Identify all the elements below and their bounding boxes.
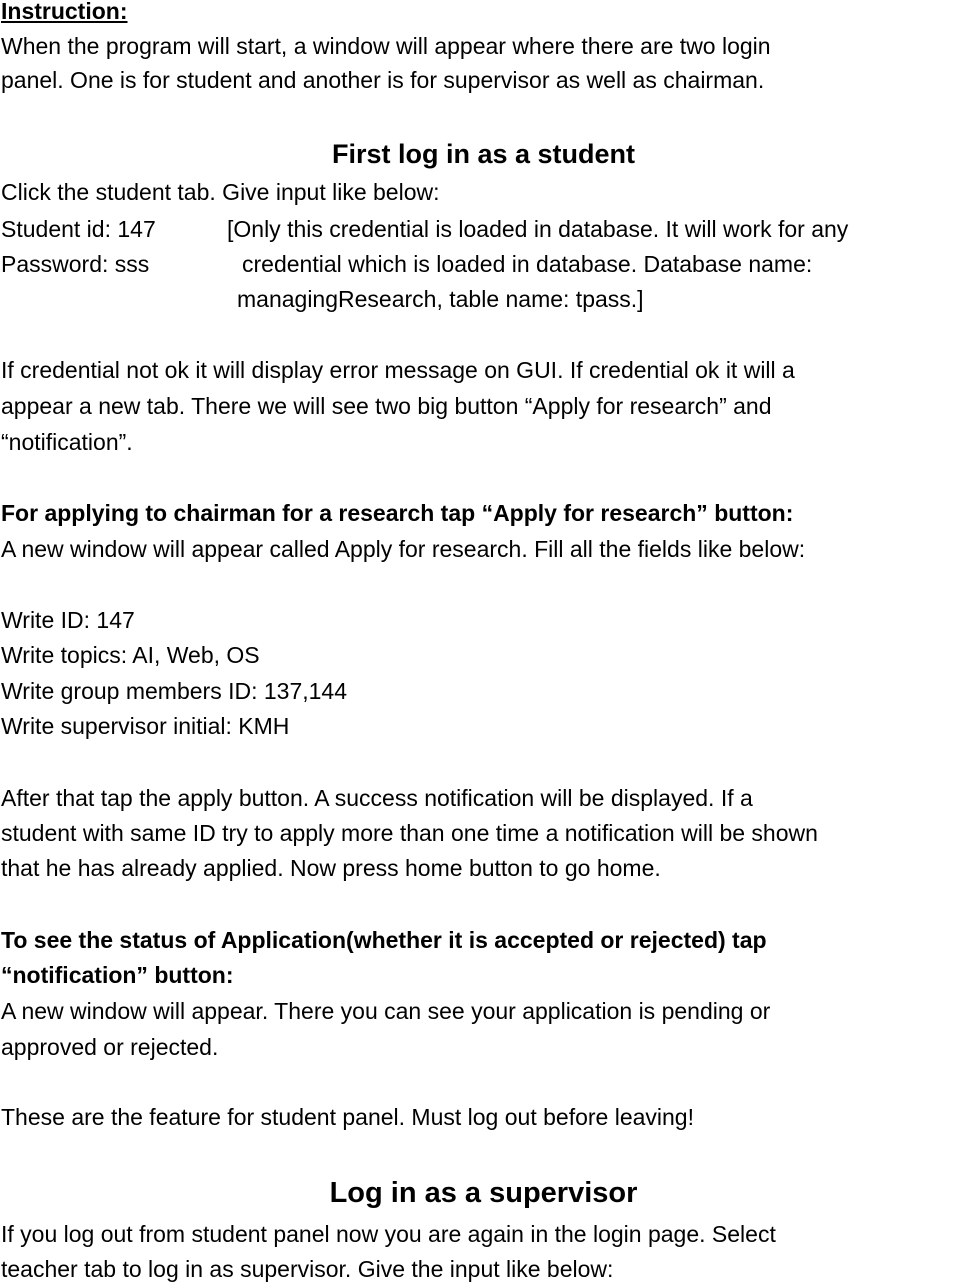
password-line: Password: sss bbox=[1, 251, 150, 277]
status-desc-line-2: approved or rejected. bbox=[1, 1034, 219, 1060]
intro-line-2: panel. One is for student and another is for supervisor as well as chairman. bbox=[1, 67, 765, 93]
field-supervisor-initial: Write supervisor initial: KMH bbox=[1, 713, 290, 739]
apply-after-line-3: that he has already applied. Now press home button to go home. bbox=[1, 855, 661, 881]
student-panel-footer: These are the feature for student panel. Must log out before leaving! bbox=[1, 1104, 694, 1130]
result-para-line-2: appear a new tab. There we will see two big button “Apply for research” and bbox=[1, 393, 772, 419]
student-id-line: Student id: 147 bbox=[1, 216, 156, 242]
status-section-heading-1: To see the status of Application(whether it is accepted or rejected) tap bbox=[1, 927, 767, 953]
credential-note-line-3: managingResearch, table name: tpass.] bbox=[237, 286, 644, 312]
field-group-members: Write group members ID: 137,144 bbox=[1, 678, 348, 704]
status-desc-line-1: A new window will appear. There you can see your application is pending or bbox=[1, 998, 771, 1024]
supervisor-desc-line-2: teacher tab to log in as supervisor. Give the input like below: bbox=[1, 1256, 614, 1282]
supervisor-desc-line-1: If you log out from student panel now you are again in the login page. Select bbox=[1, 1221, 776, 1247]
status-section-heading-2: “notification” button: bbox=[1, 962, 234, 988]
apply-after-line-2: student with same ID try to apply more than one time a notification will be shown bbox=[1, 820, 818, 846]
student-section-title: First log in as a student bbox=[331, 139, 636, 169]
apply-section-desc: A new window will appear called Apply for research. Fill all the fields like below: bbox=[1, 536, 806, 562]
field-write-topics: Write topics: AI, Web, OS bbox=[1, 642, 260, 668]
credential-note-line-1: [Only this credential is loaded in database. It will work for any bbox=[227, 216, 849, 242]
supervisor-section-title: Log in as a supervisor bbox=[329, 1177, 638, 1209]
instruction-label: Instruction: bbox=[1, 0, 128, 24]
apply-after-line-1: After that tap the apply button. A success notification will be displayed. If a bbox=[1, 785, 753, 811]
result-para-line-3: “notification”. bbox=[1, 429, 133, 455]
credential-note-line-2: credential which is loaded in database. Database name: bbox=[242, 251, 813, 277]
intro-line-1: When the program will start, a window will appear where there are two login bbox=[1, 33, 771, 59]
student-click-line: Click the student tab. Give input like below: bbox=[1, 179, 440, 205]
result-para-line-1: If credential not ok it will display error message on GUI. If credential ok it will a bbox=[1, 357, 795, 383]
apply-section-heading: For applying to chairman for a research tap “Apply for research” button: bbox=[1, 500, 794, 526]
field-write-id: Write ID: 147 bbox=[1, 607, 135, 633]
